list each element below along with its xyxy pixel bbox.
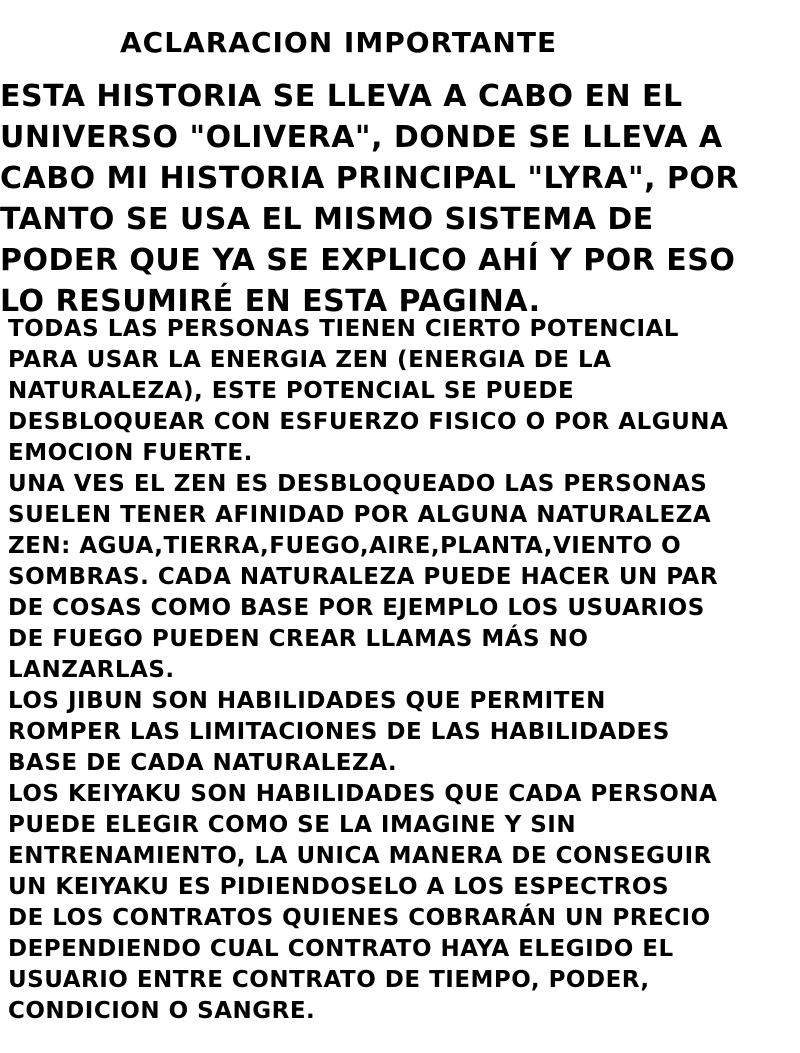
body-line: BASE DE CADA NATURALEZA. — [8, 750, 398, 776]
intro-line: UNIVERSO "OLIVERA", DONDE SE LLEVA A — [0, 120, 723, 155]
body-line: PUEDE ELEGIR COMO SE LA IMAGINE Y SIN — [8, 812, 577, 838]
body-line: NATURALEZA), ESTE POTENCIAL SE PUEDE — [8, 378, 575, 404]
body-line: DEPENDIENDO CUAL CONTRATO HAYA ELEGIDO EL — [8, 936, 674, 962]
body-line: SOMBRAS. CADA NATURALEZA PUEDE HACER UN PAR — [8, 564, 719, 590]
body-line: LOS KEIYAKU SON HABILIDADES QUE CADA PERSONA — [8, 781, 718, 807]
body-line: ENTRENAMIENTO, LA UNICA MANERA DE CONSEGUIR — [8, 843, 712, 869]
intro-paragraph — [0, 76, 800, 322]
body-line: DE LOS CONTRATOS QUIENES COBRARÁN UN PRECIO — [8, 905, 711, 931]
intro-line: CABO MI HISTORIA PRINCIPAL "LYRA", POR — [0, 161, 739, 196]
intro-line: ESTA HISTORIA SE LLEVA A CABO EN EL — [0, 79, 683, 114]
body-line: USUARIO ENTRE CONTRATO DE TIEMPO, PODER, — [8, 967, 650, 993]
page-heading: ACLARACION IMPORTANTE — [120, 26, 558, 59]
body-line: ZEN: AGUA,TIERRA,FUEGO,AIRE,PLANTA,VIENTO O — [8, 533, 682, 559]
body-line: ROMPER LAS LIMITACIONES DE LAS HABILIDADES — [8, 719, 670, 745]
body-line: UNA VES EL ZEN ES DESBLOQUEADO LAS PERSONAS — [8, 471, 708, 497]
body-line: EMOCION FUERTE. — [8, 440, 253, 466]
intro-line: TANTO SE USA EL MISMO SISTEMA DE — [0, 202, 654, 237]
intro-line: LO RESUMIRÉ EN ESTA PAGINA. — [0, 284, 541, 319]
body-line: LOS JIBUN SON HABILIDADES QUE PERMITEN — [8, 688, 606, 714]
body-line: SUELEN TENER AFINIDAD POR ALGUNA NATURALEZA — [8, 502, 712, 528]
body-line: DESBLOQUEAR CON ESFUERZO FISICO O POR ALGUNA — [8, 409, 729, 435]
body-line: DE FUEGO PUEDEN CREAR LLAMAS MÁS NO — [8, 626, 589, 652]
body-line: LANZARLAS. — [8, 657, 175, 683]
body-line: PARA USAR LA ENERGIA ZEN (ENERGIA DE LA — [8, 347, 612, 373]
body-line: UN KEIYAKU ES PIDIENDOSELO A LOS ESPECTROS — [8, 874, 670, 900]
body-text — [8, 314, 800, 1027]
body-line: TODAS LAS PERSONAS TIENEN CIERTO POTENCIAL — [8, 316, 679, 342]
intro-line: PODER QUE YA SE EXPLICO AHÍ Y POR ESO — [0, 243, 736, 278]
body-line: DE COSAS COMO BASE POR EJEMPLO LOS USUARIOS — [8, 595, 705, 621]
body-line: CONDICION O SANGRE. — [8, 998, 316, 1024]
